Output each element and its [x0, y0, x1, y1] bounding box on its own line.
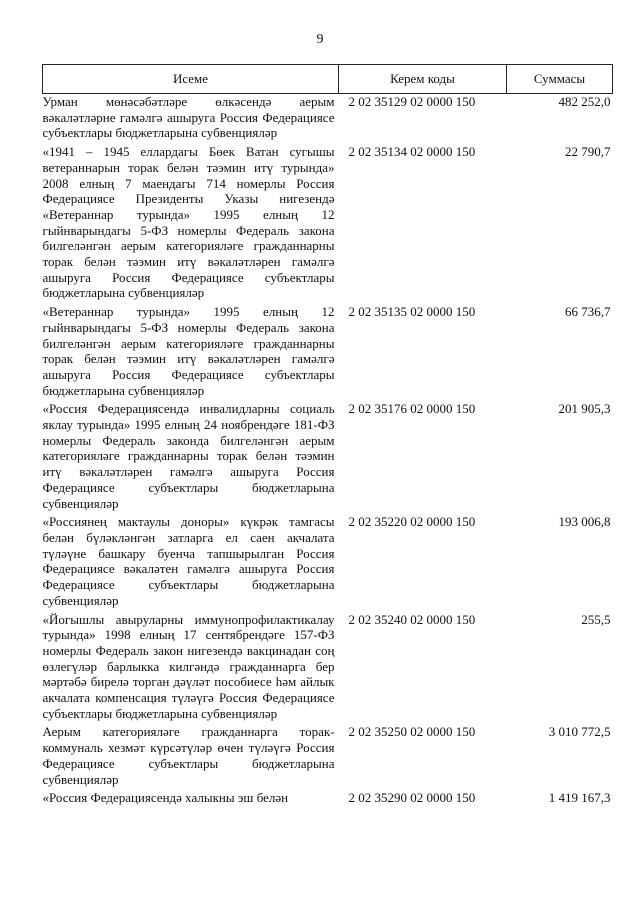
- row-code: 2 02 35240 02 0000 150: [348, 611, 476, 627]
- table-row: [43, 724, 613, 787]
- row-sum: 66 736,7: [565, 304, 611, 320]
- row-name: Аерым категорияләге гражданнарга торак-коммуналь хезмәт күрсәтүләр өчен түләүгә Россия Федерациясе субъектлары бюджетларына субвенцияләр: [42, 724, 335, 787]
- row-name: «1941 – 1945 еллардагы Бөек Ватан сугышы ветераннарын торак белән тәэмин итү турында» 2008 елның 7 маендагы 714 номерлы Россия Федерациясе Президенты Указы нигезендә «Ветераннар турында» 1995 елның 12 гыйнварындагы 5-ФЗ номерлы Федераль закона билгеләнгән аерым категорияләге гражданнарны торак белән тәэмин итү вәкаләтләрен гамәлгә ашыруга Россия Федерациясе субъектлары бюджетларына субвенцияләр: [42, 144, 335, 301]
- row-code: 2 02 35290 02 0000 150: [348, 790, 476, 806]
- row-code: 2 02 35134 02 0000 150: [348, 144, 476, 160]
- row-code: 2 02 35135 02 0000 150: [348, 304, 476, 320]
- header-code: Керем коды: [339, 65, 507, 94]
- row-name: «Россиянең мактаулы доноры» күкрәк тамгасы белән бүләкләнгән затларга ел саен акчалата түләүне башкару буенча тапшырылган Россия Федерациясе вәкаләтен гамәлгә ашыруга Россия Федерациясе субъектлары бюджетларына субвенцияләр: [42, 514, 335, 608]
- table-row: [43, 612, 613, 722]
- row-name: «Йогышлы авыруларны иммунопрофилактикалау турында» 1998 елның 17 сентябрендәге 157-ФЗ номерлы Федераль закон нигезендә вакцинадан соң өзлегүләр барлыкка килгәндә гражданнарга бер мәртәбә бирелә торган дәүләт пособиесе һәм айлык акчалата компенсация түләүгә Россия Федерациясе субъектлары бюджетларына субвенцияләр: [42, 611, 335, 721]
- row-sum: 193 006,8: [558, 514, 611, 530]
- row-sum: 201 905,3: [558, 401, 611, 417]
- table-header-row: [43, 65, 613, 94]
- row-code: 2 02 35220 02 0000 150: [348, 514, 476, 530]
- row-sum: 1 419 167,3: [548, 790, 611, 806]
- table-row: [43, 401, 613, 511]
- table-row: [43, 304, 613, 398]
- row-name: Урман мөнәсәбәтләре өлкәсендә аерым вәкаләтләрне гамәлгә ашыруга Россия Федерациясе субъектлары бюджетларына субвенцияләр: [42, 94, 335, 141]
- header-name: Исеме: [43, 65, 339, 94]
- table-row: [43, 514, 613, 608]
- row-sum: 3 010 772,5: [548, 724, 611, 740]
- row-sum: 22 790,7: [565, 144, 611, 160]
- row-sum: 255,5: [581, 611, 611, 627]
- row-name: «Россия Федерациясендә халыкны эш белән: [42, 790, 289, 806]
- header-sum: Суммасы: [507, 65, 613, 94]
- row-code: 2 02 35129 02 0000 150: [348, 94, 476, 109]
- table-row: [43, 94, 613, 142]
- row-name: «Россия Федерациясендә инвалидларны социаль яклау турында» 1995 елның 24 ноябрендәге 181-ФЗ номерлы Федераль законда билгеләнгән аерым категорияләге гражданнарны торак белән тәэмин итү вәкаләтләрен гамәлгә ашыруга Россия Федерациясе субъектлары бюджетларына субвенцияләр: [42, 401, 335, 511]
- table-row: [43, 790, 613, 806]
- row-code: 2 02 35250 02 0000 150: [348, 724, 476, 740]
- row-name: «Ветераннар турында» 1995 елның 12 гыйнварындагы 5-ФЗ номерлы Федераль закона билгеләнгән аерым категорияләге гражданнарны торак белән тәэмин итү вәкаләтләрен гамәлгә ашыруга Россия Федерациясе субъектлары бюджетларына субвенцияләр: [42, 304, 335, 398]
- page-number: 9: [316, 32, 324, 47]
- row-sum: 482 252,0: [558, 94, 611, 109]
- budget-table: [42, 64, 613, 806]
- row-code: 2 02 35176 02 0000 150: [348, 401, 476, 417]
- table-row: [43, 144, 613, 301]
